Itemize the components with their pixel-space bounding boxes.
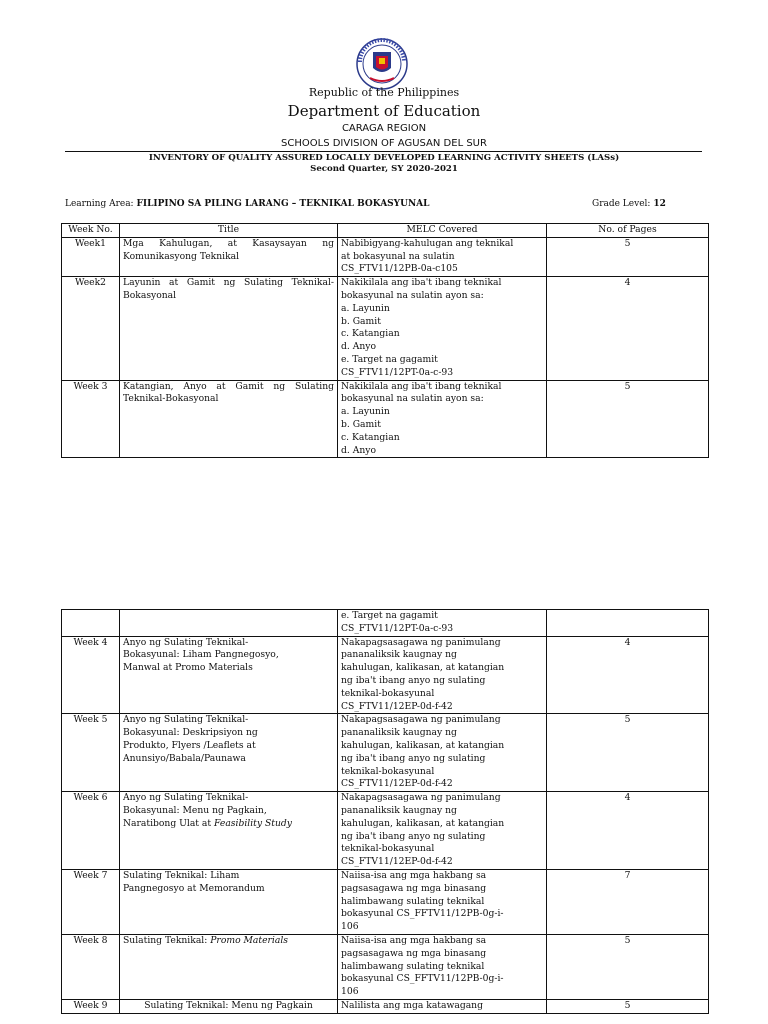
cell-title: Layunin at Gamit ng Sulating Teknikal-Bokasyonal (120, 277, 338, 380)
melc-line: ng iba't ibang anyo ng sulating (341, 752, 486, 764)
grade-level-value: 12 (653, 199, 666, 209)
table-row (62, 636, 709, 714)
learning-area-label: Learning Area: (65, 199, 134, 209)
melc-line: CS_FTV11/12EP-0d-f-42 (341, 856, 453, 868)
title-line: Manwal at Promo Materials (123, 662, 253, 674)
table-row (62, 714, 709, 792)
grade-level-label: Grade Level: (592, 199, 651, 209)
melc-line: halimbawang sulating teknikal (341, 960, 485, 972)
melc-line: a. Layunin (341, 406, 390, 418)
melc-line: e. Target na gagamit (341, 610, 438, 621)
melc-line: CS_FTV11/12EP-0d-f-42 (341, 700, 453, 712)
learning-area (65, 199, 430, 209)
melc-line: a. Layunin (341, 302, 390, 314)
header-melc: MELC Covered (338, 224, 547, 238)
table-row (62, 792, 709, 870)
header-divider (65, 151, 702, 152)
table-row (62, 277, 709, 380)
cell-week: Week 7 (62, 869, 120, 934)
melc-line: b. Gamit (341, 418, 381, 430)
melc-line: Nakapagsasagawa ng panimulang (341, 636, 501, 648)
table-body-page2 (62, 610, 709, 1014)
cell-pages: 5 (547, 934, 709, 999)
las-inventory-table-continued (61, 609, 709, 1014)
table-row-continuation (62, 610, 709, 637)
cell-pages: 4 (547, 792, 709, 870)
melc-line: CS_FTV11/12PT-0a-c-93 (341, 366, 454, 378)
cell-title (120, 714, 338, 792)
title-line: Produkto, Flyers /Leaflets at (123, 739, 256, 751)
header-week: Week No. (62, 224, 120, 238)
melc-line: Nakikilala ang iba't ibang teknikal (341, 277, 502, 289)
melc-line: teknikal-bokasyunal (341, 843, 435, 855)
cell-week: Week 5 (62, 714, 120, 792)
cell-title: Katangian, Anyo at Gamit ng Sulating Teknikal-Bokasyonal (120, 380, 338, 458)
cell-pages: 4 (547, 636, 709, 714)
cell-week: Week 4 (62, 636, 120, 714)
melc-line: e. Target na gagamit (341, 353, 438, 365)
cell-pages: 5 (547, 714, 709, 792)
republic-line: Republic of the Philippines (308, 86, 460, 99)
cell-week: Week 9 (62, 999, 120, 1013)
cell-pages: 7 (547, 869, 709, 934)
table-header-row (62, 224, 709, 238)
melc-line: Nabibigyang-kahulugan ang teknikal (341, 237, 514, 249)
cell-melc (338, 934, 547, 999)
title-line: Sulating Teknikal: Menu ng Pagkain (144, 999, 313, 1011)
title-line (123, 935, 334, 948)
title-text: Naratibong Ulat at (123, 817, 215, 829)
cell-title (120, 636, 338, 714)
melc-line: d. Anyo (341, 341, 376, 353)
melc-line: at bokasyunal na sulatin (341, 250, 455, 262)
melc-line: CS_FTV11/12EP-0d-f-42 (341, 778, 453, 790)
title-line: Bokasyunal: Liham Pangnegosyo, (123, 649, 279, 661)
cell-melc (338, 792, 547, 870)
melc-line: CS_FTV11/12PT-0a-c-93 (341, 622, 454, 634)
table-row (62, 999, 709, 1013)
region-line: CARAGA REGION (341, 123, 427, 134)
melc-line: pananaliksik kaugnay ng (341, 727, 457, 739)
melc-line: 106 (341, 921, 359, 933)
department-title: Department of Education (287, 102, 481, 120)
cell-week: Week2 (62, 277, 120, 380)
cell-week: Week 6 (62, 792, 120, 870)
cell-title (120, 999, 338, 1013)
melc-line: bokasyunal na sulatin ayon sa: (341, 393, 484, 405)
cell-melc (338, 714, 547, 792)
melc-line: kahulugan, kalikasan, at katangian (341, 662, 505, 674)
melc-line: d. Anyo (341, 444, 376, 456)
melc-line: kahulugan, kalikasan, at katangian (341, 739, 505, 751)
melc-line: bokasyunal CS_FFTV11/12PB-0g-i- (341, 908, 504, 920)
cell-melc (338, 869, 547, 934)
table-row (62, 237, 709, 276)
melc-line: bokasyunal CS_FFTV11/12PB-0g-i- (341, 973, 504, 985)
melc-line: c. Katangian (341, 431, 400, 443)
title-line: Anyo ng Sulating Teknikal- (123, 792, 249, 804)
table-row (62, 380, 709, 458)
cell-pages: 5 (547, 999, 709, 1013)
cell-melc (338, 277, 547, 380)
cell-pages: 5 (547, 237, 709, 276)
header-pages: No. of Pages (547, 224, 709, 238)
melc-line: teknikal-bokasyunal (341, 765, 435, 777)
melc-line: kahulugan, kalikasan, at katangian (341, 817, 505, 829)
melc-line: pagsasagawa ng mga binasang (341, 882, 487, 894)
melc-line: ng iba't ibang anyo ng sulating (341, 674, 486, 686)
melc-line: c. Katangian (341, 328, 400, 340)
cell-title: Mga Kahulugan, at Kasaysayan ng Komunikasyong Teknikal (120, 237, 338, 276)
title-italic-text: Feasibility Study (214, 817, 292, 829)
cell-week (62, 610, 120, 637)
melc-line: Nakapagsasagawa ng panimulang (341, 792, 501, 804)
cell-pages (547, 610, 709, 637)
cell-week: Week 8 (62, 934, 120, 999)
melc-line: 106 (341, 986, 359, 998)
melc-line: ng iba't ibang anyo ng sulating (341, 830, 486, 842)
melc-line: Nakapagsasagawa ng panimulang (341, 714, 501, 726)
title-line: Anunsiyo/Babala/Paunawa (123, 752, 246, 764)
melc-line: Naiisa-isa ang mga hakbang sa (341, 869, 487, 881)
cell-week: Week1 (62, 237, 120, 276)
cell-title (120, 869, 338, 934)
cell-pages: 5 (547, 380, 709, 458)
title-line: Bokasyunal: Deskripsiyon ng (123, 727, 258, 739)
melc-line: pananaliksik kaugnay ng (341, 804, 457, 816)
cell-week: Week 3 (62, 380, 120, 458)
cell-melc (338, 380, 547, 458)
melc-line: halimbawang sulating teknikal (341, 895, 485, 907)
melc-line: Nakikilala ang iba't ibang teknikal (341, 380, 502, 392)
cell-melc (338, 237, 547, 276)
cell-title (120, 610, 338, 637)
table-body-page1 (62, 237, 709, 458)
melc-line: pananaliksik kaugnay ng (341, 649, 457, 661)
quarter-line: Second Quarter, SY 2020-2021 (310, 164, 458, 174)
cell-title (120, 934, 338, 999)
melc-line: Naiisa-isa ang mga hakbang sa (341, 934, 487, 946)
title-italic-text: Promo Materials (210, 934, 288, 946)
melc-line: CS_FTV11/12PB-0a-c105 (341, 263, 458, 275)
title-line: Pangnegosyo at Memorandum (123, 882, 265, 894)
las-inventory-table (61, 223, 709, 458)
cell-pages: 4 (547, 277, 709, 380)
title-line: Sulating Teknikal: Liham (123, 869, 240, 881)
header-title: Title (120, 224, 338, 238)
cell-melc (338, 610, 547, 637)
title-line (123, 818, 334, 831)
melc-line: Nalilista ang mga katawagang (341, 999, 483, 1011)
cell-melc (338, 636, 547, 714)
cell-title (120, 792, 338, 870)
melc-line: bokasyunal na sulatin ayon sa: (341, 289, 484, 301)
title-text: Sulating Teknikal: (123, 934, 211, 946)
title-line: Anyo ng Sulating Teknikal- (123, 714, 249, 726)
melc-line: pagsasagawa ng mga binasang (341, 947, 487, 959)
table-row (62, 869, 709, 934)
table-row (62, 934, 709, 999)
inventory-title: INVENTORY OF QUALITY ASSURED LOCALLY DEVELOPED LEARNING ACTIVITY SHEETS (LASs) (148, 153, 620, 163)
deped-seal-logo (356, 38, 408, 90)
division-line: SCHOOLS DIVISION OF AGUSAN DEL SUR (281, 138, 487, 149)
title-line: Anyo ng Sulating Teknikal- (123, 636, 249, 648)
learning-area-value: FILIPINO SA PILING LARANG – TEKNIKAL BOKASYUNAL (136, 199, 430, 209)
melc-line: b. Gamit (341, 315, 381, 327)
melc-line: teknikal-bokasyunal (341, 687, 435, 699)
grade-level (592, 199, 666, 209)
cell-melc (338, 999, 547, 1013)
title-line: Bokasyunal: Menu ng Pagkain, (123, 804, 267, 816)
